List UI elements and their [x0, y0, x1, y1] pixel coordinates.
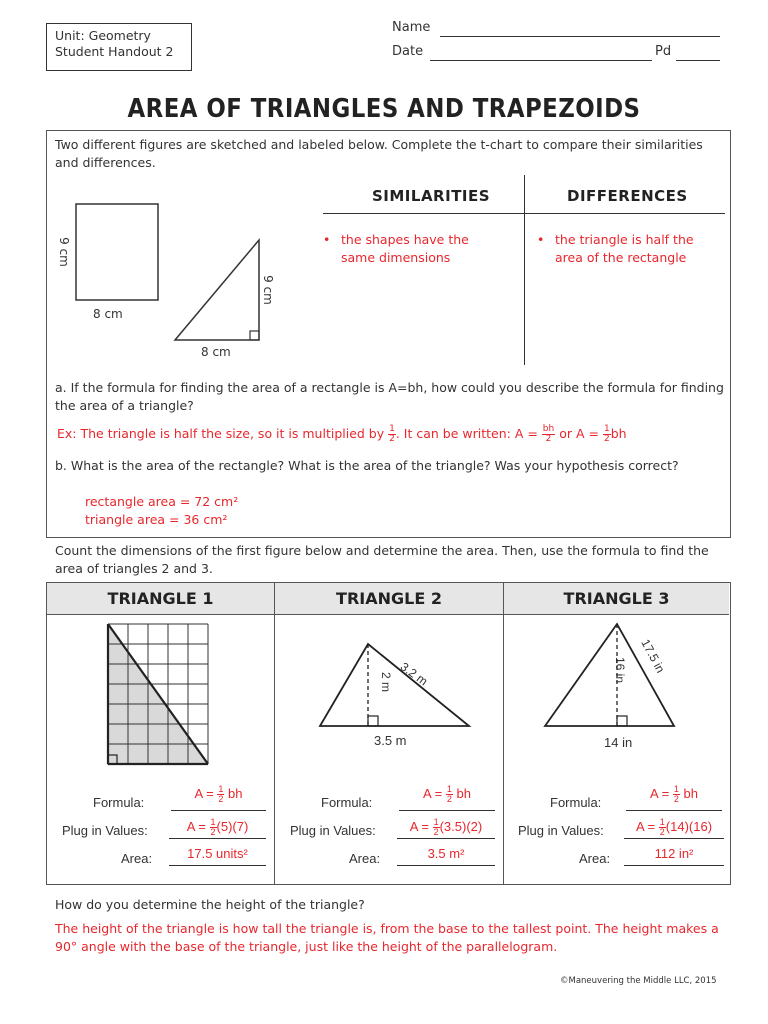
- answer-a: [57, 425, 727, 444]
- formula-label: Formula:: [321, 795, 373, 810]
- date-label: Date: [392, 44, 424, 59]
- triangle-1-plug-in[interactable]: A = $\frac{1}{2}$ (5)(7): [169, 815, 266, 839]
- rectangle-figure: [76, 204, 158, 300]
- name-label: Name: [392, 20, 431, 35]
- triangle-2-height-label: 2 m: [379, 671, 394, 693]
- right-angle-mark: [250, 331, 259, 340]
- similarity-item: the shapes have the same dimensions: [341, 232, 469, 265]
- name-field[interactable]: [440, 36, 720, 37]
- triangle-1-header: TRIANGLE 1: [47, 583, 275, 615]
- triangle-2-formula[interactable]: A = $\frac{1}{2}$ bh: [399, 779, 495, 811]
- copyright-text: ©Maneuvering the Middle LLC, 2015: [560, 976, 717, 986]
- intro-text: Two different figures are sketched and labeled below. Complete the t-chart to compare their similarities and differences.: [55, 137, 703, 170]
- area-label: Area:: [579, 851, 611, 866]
- fraction-one-half: $\frac{1}{2}$: [659, 817, 665, 838]
- tri-height-label: 9 cm: [260, 275, 275, 305]
- fraction-one-half: $\frac{1}{2}$: [433, 817, 439, 838]
- similarities-header: SIMILARITIES: [372, 187, 491, 205]
- t-chart-vline: [524, 175, 525, 365]
- date-field[interactable]: [430, 60, 652, 61]
- right-angle-mark: [617, 716, 627, 726]
- unit-box: [46, 23, 192, 71]
- question-a: a. If the formula for finding the area of a rectangle is A=bh, how could you describe the formula for finding the area of a triangle?: [55, 380, 724, 413]
- comparison-section: [46, 130, 731, 538]
- triangle-3-area[interactable]: 112 in²: [624, 844, 724, 866]
- triangle-1-formula[interactable]: A = $\frac{1}{2}$ bh: [171, 779, 266, 811]
- differences-header: DIFFERENCES: [567, 187, 688, 205]
- triangle-3-drawing: [542, 621, 682, 731]
- rect-height-label: 9 cm: [56, 237, 71, 267]
- triangle-2-plug-in[interactable]: A = $\frac{1}{2}$ (3.5)(2): [397, 815, 495, 839]
- fraction-one-half: $\frac{1}{2}$: [673, 784, 679, 805]
- triangle-1-area[interactable]: 17.5 units²: [169, 844, 266, 866]
- handout-label: Student Handout 2: [55, 44, 174, 59]
- triangle-3-height-label: 16 in: [613, 656, 628, 684]
- page-title: AREA OF TRIANGLES AND TRAPEZOIDS: [127, 94, 641, 124]
- fraction-one-half: $\frac{1}{2}$: [218, 784, 224, 805]
- fraction-one-half: $\frac{1}{2}$: [389, 424, 395, 444]
- fraction-one-half: $\frac{1}{2}$: [210, 817, 216, 838]
- triangle-table: [46, 582, 731, 885]
- unit-label: Unit: Geometry: [55, 28, 151, 43]
- figures-drawing: [47, 191, 327, 371]
- answer-a-prefix: Ex: The triangle is half the size, so it is multiplied by: [57, 426, 385, 441]
- fraction-one-half: $\frac{1}{2}$: [603, 424, 610, 444]
- height-answer: The height of the triangle is how tall the triangle is, from the base to the tallest point. The height makes a 90° angle with the base of the triangle, just like the height of the parallelogram.: [55, 921, 719, 954]
- triangle-1-grid-drawing: [105, 621, 215, 771]
- tri-area-answer: triangle area = 36 cm²: [85, 512, 228, 527]
- plug-in-label: Plug in Values:: [62, 823, 148, 838]
- right-triangle-figure: [175, 240, 259, 340]
- triangle-2-base-label: 3.5 m: [374, 733, 407, 748]
- pd-label: Pd: [655, 44, 672, 59]
- rect-area-answer: rectangle area = 72 cm²: [85, 494, 239, 509]
- area-label: Area:: [349, 851, 381, 866]
- answer-a-bh: bh: [610, 426, 627, 441]
- triangle-3-plug-in[interactable]: A = $\frac{1}{2}$ (14)(16): [624, 815, 724, 839]
- triangle-2-header: TRIANGLE 2: [275, 583, 504, 615]
- difference-item: the triangle is half the area of the rectangle: [555, 232, 694, 265]
- triangle-2-area[interactable]: 3.5 m²: [397, 844, 495, 866]
- triangle-3-side-label: 17.5 in: [638, 636, 668, 676]
- tri-base-label: 8 cm: [201, 345, 231, 359]
- formula-label: Formula:: [550, 795, 602, 810]
- formula-label: Formula:: [93, 795, 145, 810]
- plug-in-label: Plug in Values:: [518, 823, 604, 838]
- pd-field[interactable]: [676, 60, 720, 61]
- height-question: How do you determine the height of the triangle?: [55, 897, 365, 912]
- triangle-3-header: TRIANGLE 3: [504, 583, 729, 615]
- answer-a-or: or A =: [559, 426, 599, 441]
- plug-in-label: Plug in Values:: [290, 823, 376, 838]
- area-label: Area:: [121, 851, 153, 866]
- bullet-icon: •: [323, 232, 331, 247]
- instructions-text: Count the dimensions of the first figure below and determine the area. Then, use the formula to find the area of triangles 2 and 3.: [55, 543, 709, 576]
- fraction-one-half: $\frac{1}{2}$: [446, 784, 452, 805]
- triangle-2-drawing: [317, 639, 477, 729]
- right-angle-mark: [368, 716, 378, 726]
- triangle-3-formula[interactable]: A = $\frac{1}{2}$ bh: [626, 779, 722, 811]
- triangle-2-side-label: 3.2 m: [397, 659, 431, 689]
- bullet-icon: •: [537, 232, 545, 247]
- question-b: b. What is the area of the rectangle? What is the area of the triangle? Was your hypothesis correct?: [55, 458, 679, 473]
- answer-a-mid: . It can be written: A =: [395, 426, 538, 441]
- fraction-bh-half: $\frac{bh}{2}$: [542, 424, 555, 444]
- triangle-3-base-label: 14 in: [604, 735, 633, 750]
- rect-width-label: 8 cm: [93, 307, 123, 321]
